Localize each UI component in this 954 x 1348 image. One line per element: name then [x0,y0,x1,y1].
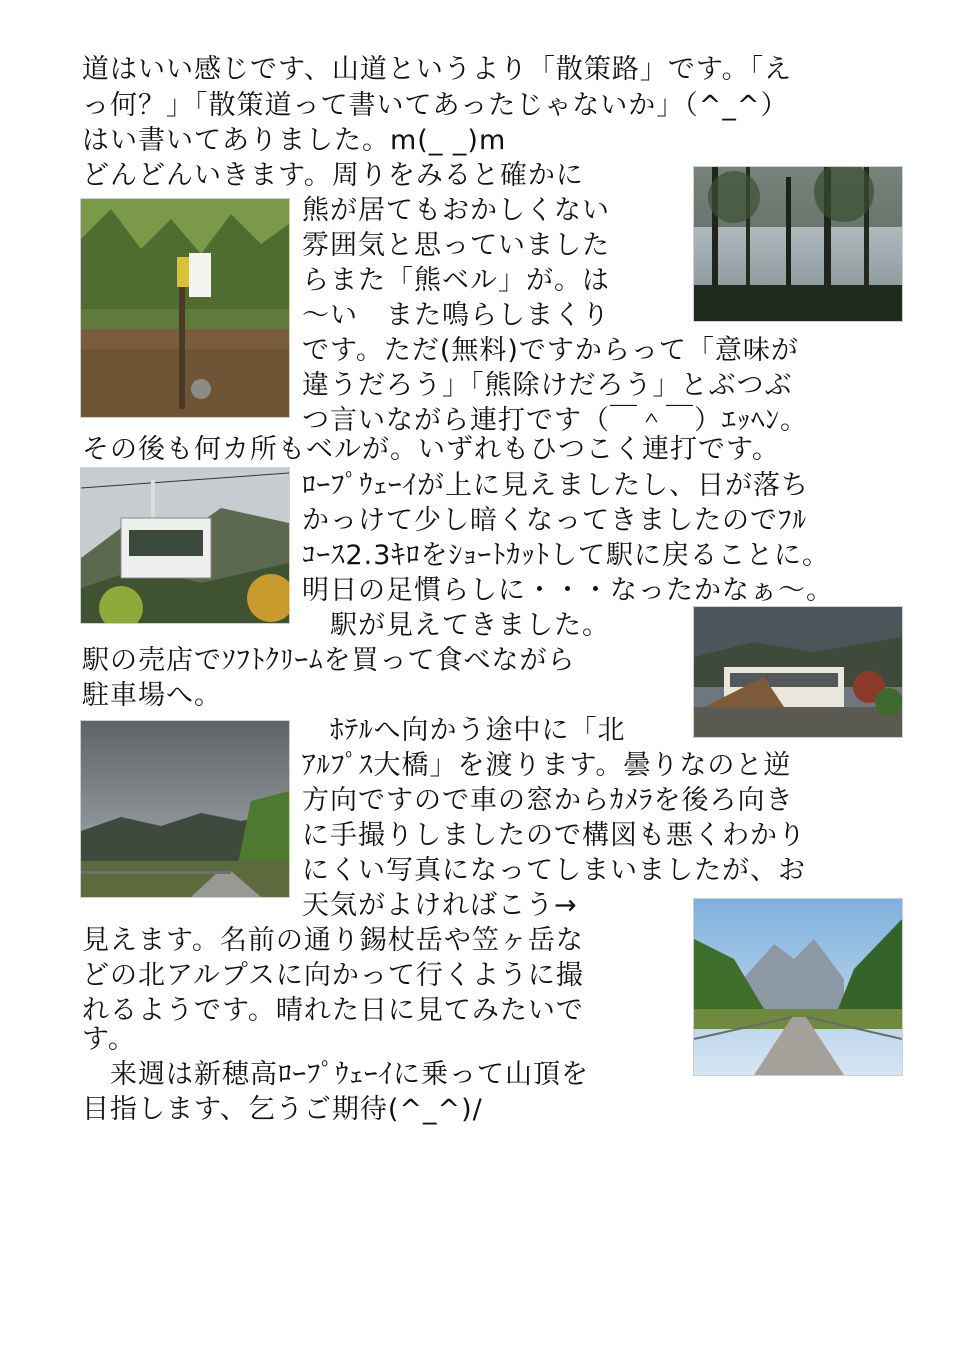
text-line-31: 目指します、乞うご期待(^_^)/ [82,1094,483,1125]
bear-bell-photo [80,198,290,418]
text-line-17: 駅が見えてきました。 [330,610,610,641]
text-line-29: す。 [82,1024,136,1055]
text-line-28: れるようです。晴れた日に見てみたいで [82,995,584,1026]
forest-photo [693,166,903,322]
text-line-10: 違うだろう」「熊除けだろう」とぶつぶ [302,370,793,401]
text-line-26: 見えます。名前の通り錫杖岳や笠ヶ岳な [82,925,584,956]
text-line-5: 熊が居てもおかしくない [302,195,610,226]
text-line-30: 来週は新穂高ﾛｰﾌﾟｳｪｰｲに乗って山頂を [110,1059,589,1090]
cloudy-bridge-photo [80,720,290,898]
text-line-13: ﾛｰﾌﾟｳｪｰｲが上に見えましたし、日が落ち [302,470,809,501]
sunny-bridge-photo [693,898,903,1076]
text-line-15: ｺｰｽ2.3ｷﾛをｼｮｰﾄｶｯﾄして駅に戻ることに。 [302,540,830,571]
text-line-25: 天気がよければこう→ [302,890,578,921]
station-photo [693,606,903,738]
text-line-14: かっけて少し暗くなってきましたのでﾌﾙ [302,505,807,536]
text-line-8: ～い また鳴らしまくり [302,300,610,331]
text-line-12: その後も何カ所もベルが。いずれもひつこく連打です。 [82,434,780,465]
text-line-24: にくい写真になってしまいましたが、お [302,855,806,886]
text-line-6: 雰囲気と思っていました [302,230,610,261]
text-line-20: ﾎﾃﾙへ向かう途中に「北 [330,715,626,746]
text-line-7: らまた「熊ベル」が。は [302,265,610,296]
text-line-19: 駐車場へ。 [82,680,222,711]
text-line-4: どんどんいきます。周りをみると確かに [82,160,584,191]
text-line-11: つ言いながら連打です（￣＾￣）ｴｯﾍﾝ。 [302,405,808,436]
text-line-27: どの北アルプスに向かって行くように撮 [82,960,584,991]
text-line-2: っ何？」「散策道って書いてあったじゃないか」（^_^） [82,90,789,121]
text-line-9: です。ただ(無料)ですからって「意味が [302,335,799,366]
text-line-18: 駅の売店でｿﾌﾄｸﾘｰﾑを買って食べながら [82,645,576,676]
text-line-21: ｱﾙﾌﾟｽ大橋」を渡ります。曇りなのと逆 [302,750,792,781]
text-line-23: に手撮りしましたので構図も悪くわかり [302,820,806,851]
text-line-3: はい書いてありました。m(_ _)m [82,125,507,156]
ropeway-photo [80,467,290,624]
text-line-16: 明日の足慣らしに・・・なったかなぁ～。 [302,575,834,606]
text-line-22: 方向ですので車の窓からｶﾒﾗを後ろ向き [302,785,794,816]
text-line-1: 道はいい感じです、山道というより「散策路」です。「え [82,54,793,85]
